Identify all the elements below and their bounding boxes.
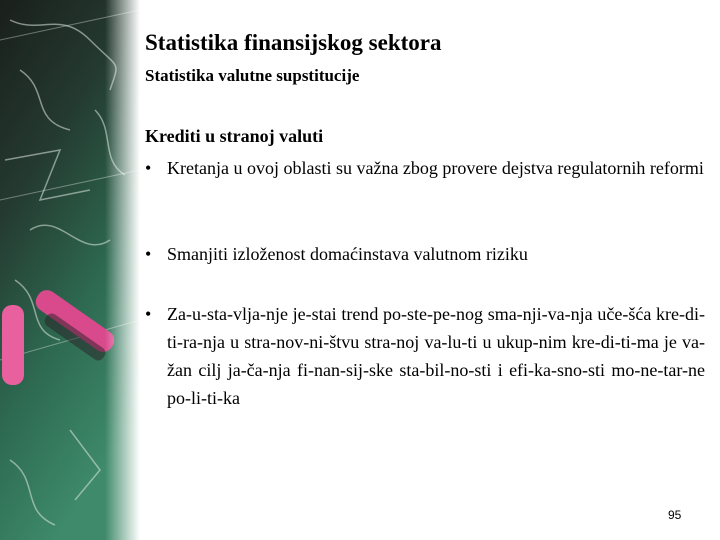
bullet-item bbox=[145, 300, 705, 412]
bullet-marker: • bbox=[145, 158, 152, 178]
chalkboard-illustration bbox=[0, 0, 140, 540]
section-heading: Krediti u stranoj valuti bbox=[145, 126, 324, 146]
slide-subtitle: Statistika valutne supstitucije bbox=[145, 66, 360, 85]
bullet-text: Smanjiti izloženost domaćinstava valutnom riziku bbox=[167, 244, 528, 264]
bullet-item bbox=[145, 240, 705, 268]
chalkboard-decoration bbox=[0, 0, 140, 540]
slide-content bbox=[145, 0, 710, 540]
bullet-marker: • bbox=[145, 304, 152, 324]
page-number: 95 bbox=[668, 508, 682, 522]
bullet-text: Kretanja u ovoj oblasti su važna zbog provere dejstva regulatornih reformi bbox=[167, 158, 704, 178]
bullet-marker: • bbox=[145, 244, 152, 264]
bullet-item bbox=[145, 154, 705, 182]
slide-title: Statistika finansijskog sektora bbox=[145, 30, 442, 55]
bullet-text: Za-u-sta-vlja-nje je-stai trend po-ste-pe-nog sma-nji-va-nja uče-šća kre-di-ti-ra-nja u stra-nov-ni-štvu stra-noj va-lu-ti u ukup-nim kre-di-ti-ma je va-žan cilj ja-ča-nja fi-nan-sij-ske sta-bil-no-sti i efi-ka-sno-sti mo-ne-tar-ne po-li-ti-ka bbox=[167, 304, 705, 408]
